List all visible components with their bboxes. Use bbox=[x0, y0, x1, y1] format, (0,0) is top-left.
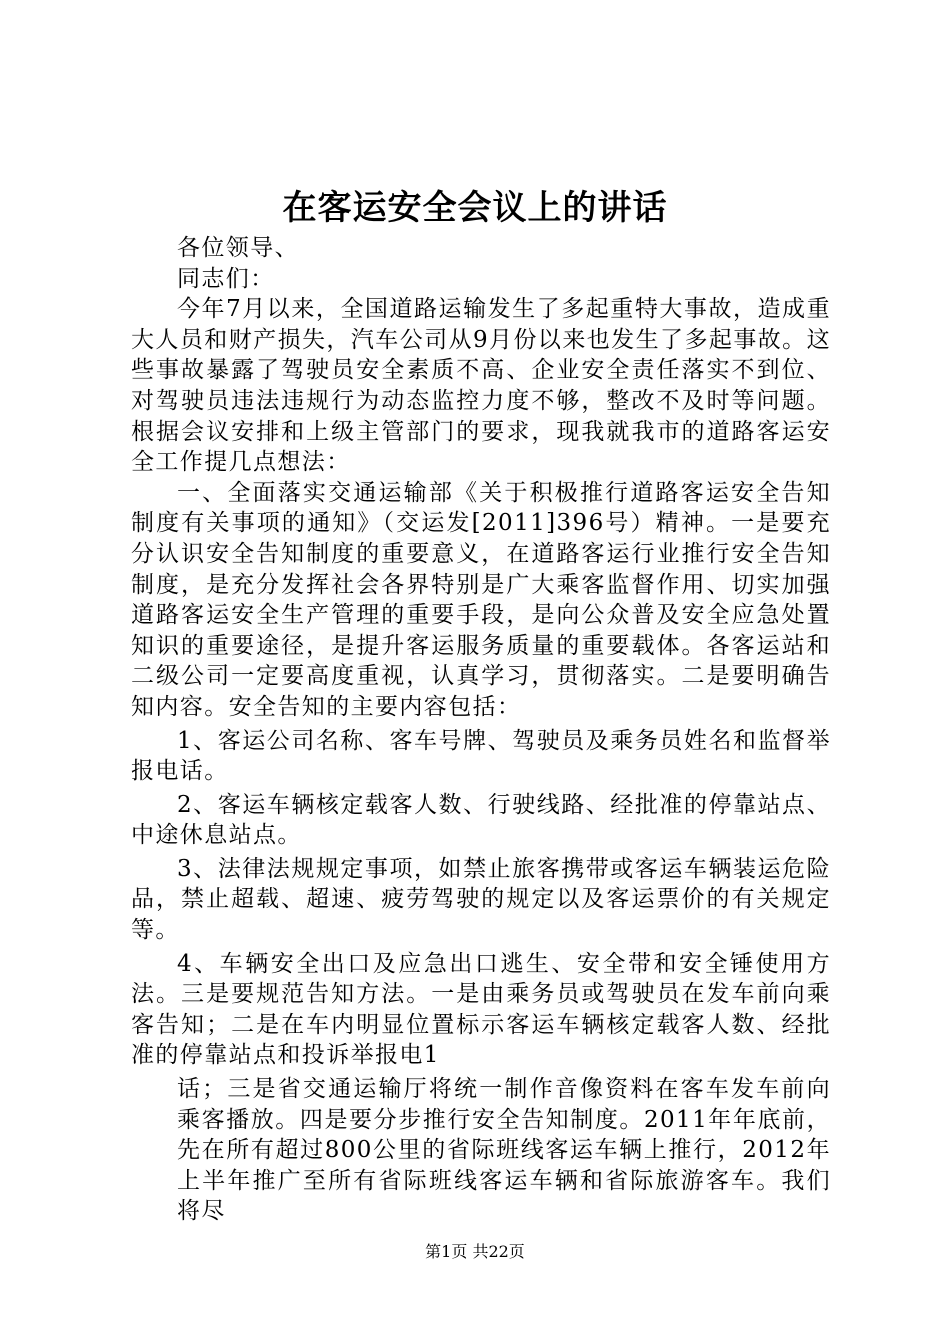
document-title: 在客运安全会议上的讲话 bbox=[282, 188, 668, 228]
body-paragraph: 话；三是省交通运输厅将统一制作音像资料在客车发车前向乘客播放。四是要分步推行安全告知制度。2011年年底前，先在所有超过800公里的省际班线客运车辆上推行，2012年上半年推广至所有省际班线客运车辆和省际旅游客车。我们将尽 bbox=[177, 1076, 831, 1225]
list-item: 2、客运车辆核定载客人数、行驶线路、经批准的停靠站点、中途休息站点。 bbox=[131, 791, 831, 849]
list-item: 1、客运公司名称、客车号牌、驾驶员及乘务员姓名和监督举报电话。 bbox=[131, 727, 831, 785]
page-footer: 第1页 共22页 bbox=[425, 1242, 525, 1261]
list-item: 4、车辆安全出口及应急出口逃生、安全带和安全锤使用方法。三是要规范告知方法。一是由乘务员或驾驶员在发车前向乘客告知；二是在车内明显位置标示客运车辆核定载客人数、经批准的停靠站点和投诉举报电1 bbox=[131, 950, 831, 1069]
body-paragraph: 一、全面落实交通运输部《关于积极推行道路客运安全告知制度有关事项的通知》（交运发[2011]396号）精神。一是要充分认识安全告知制度的重要意义，在道路客运行业推行安全告知制度，是充分发挥社会各界特别是广大乘客监督作用、切实加强道路客运安全生产管理的重要手段，是向公众普及安全应急处置知识的重要途径，是提升客运服务质量的重要载体。各客运站和二级公司一定要高度重视，认真学习，贯彻落实。二是要明确告知内容。安全告知的主要内容包括： bbox=[131, 479, 831, 720]
body-paragraph: 今年7月以来，全国道路运输发生了多起重特大事故，造成重大人员和财产损失，汽车公司从9月份以来也发生了多起事故。这些事故暴露了驾驶员安全素质不高、企业安全责任落实不到位、对驾驶员违法违规行为动态监控力度不够，整改不及时等问题。根据会议安排和上级主管部门的要求，现我就我市的道路客运安全工作提几点想法： bbox=[131, 296, 831, 476]
salutation-line: 各位领导、 bbox=[177, 235, 299, 261]
salutation-line: 同志们： bbox=[177, 265, 275, 292]
document-body bbox=[131, 233, 831, 1227]
list-item: 3、法律法规规定事项，如禁止旅客携带或客运车辆装运危险品，禁止超载、超速、疲劳驾驶的规定以及客运票价的有关规定等。 bbox=[131, 855, 831, 944]
